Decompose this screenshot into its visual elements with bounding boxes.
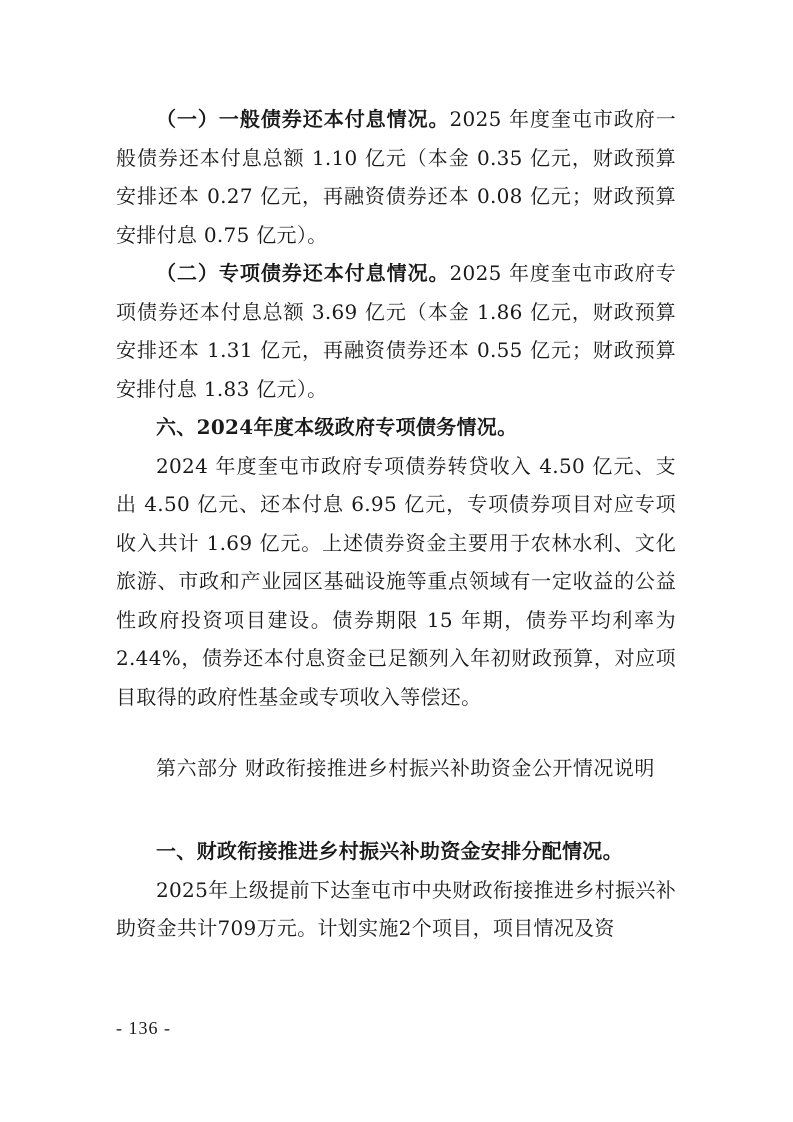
- general-bond-paragraph: [116, 100, 676, 254]
- section-six-heading: 六、2024年度本级政府专项债务情况。: [156, 415, 518, 439]
- section-six-paragraph: 2024 年度奎屯市政府专项债券转贷收入 4.50 亿元、支出 4.50 亿元、还本付息 6.95 亿元，专项债券项目对应专项收入共计 1.69 亿元。上述债券资金主要用于农林水利、文化旅游、市政和产业园区基础设施等重点领域有一定收益的公益性政府投资项目建设。债券期限 15 年期，债券平均利率为 2.44%，债券还本付息资金已足额列入年初财政预算，对应项目取得的政府性基金或专项收入等偿还。: [116, 453, 676, 709]
- special-bond-text: 2025 年度奎屯市政府专项债券还本付息总额 3.69 亿元（本金 1.86 亿元，财政预算安排还本 1.31 亿元，再融资债券还本 0.55 亿元；财政预算安排付息 1.83 亿元）。: [116, 261, 677, 401]
- page-number: - 136 -: [116, 1018, 171, 1038]
- special-bond-lead: （二）专项债券还本付息情况。: [156, 261, 450, 285]
- spacer: [116, 790, 676, 832]
- part-six-title: 第六部分 财政衔接推进乡村振兴补助资金公开情况说明: [156, 756, 655, 780]
- rural-fund-heading: 一、财政衔接推进乡村振兴补助资金安排分配情况。: [156, 839, 623, 863]
- rural-fund-paragraph: 2025年上级提前下达奎屯市中央财政衔接推进乡村振兴补助资金共计709万元。计划实施2个项目，项目情况及资: [116, 877, 676, 940]
- spacer: [116, 716, 676, 746]
- general-bond-text: 2025 年度奎屯市政府一般债券还本付息总额 1.10 亿元（本金 0.35 亿元，财政预算安排还本 0.27 亿元，再融资债券还本 0.08 亿元；财政预算安排付息 0.75 亿元）。: [116, 107, 677, 247]
- general-bond-lead: （一）一般债券还本付息情况。: [156, 107, 450, 131]
- document-body: [116, 100, 676, 948]
- special-bond-paragraph: [116, 254, 676, 408]
